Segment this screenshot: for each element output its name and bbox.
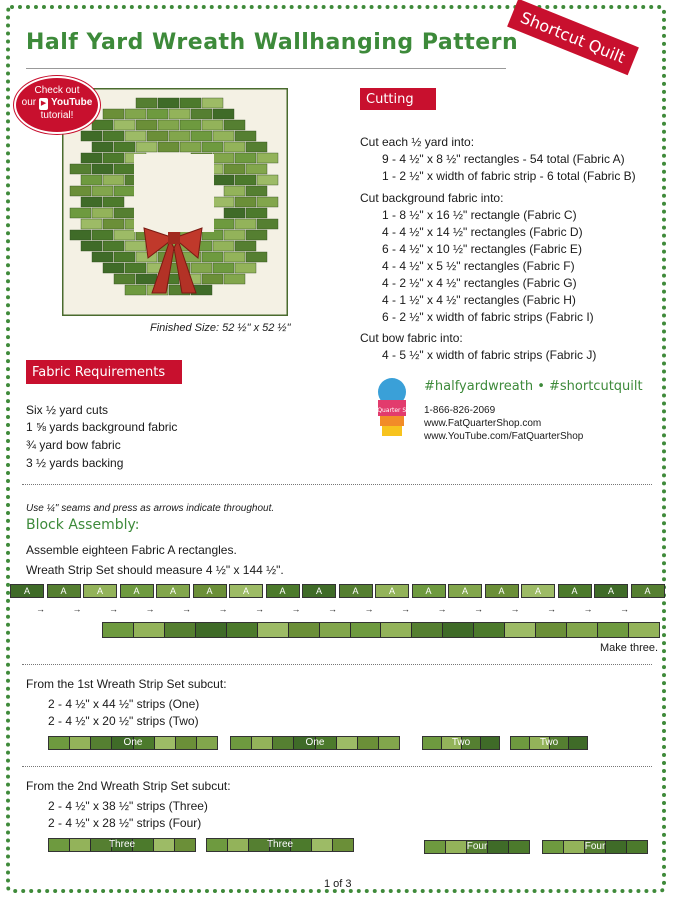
shop-website-link[interactable]: www.FatQuarterShop.com (424, 418, 542, 429)
wreath-block (81, 175, 102, 185)
fabric-a-cell: A (302, 584, 336, 598)
wreath-block (235, 263, 256, 273)
wreath-block (213, 241, 234, 251)
strip-segment (536, 623, 567, 637)
wreath-block (224, 142, 245, 152)
strip-segment (412, 623, 443, 637)
subcut2-intro: From the 2nd Wreath Strip Set subcut: (26, 779, 231, 793)
strip-three-label: Three (108, 839, 136, 850)
wreath-block (246, 186, 267, 196)
wreath-block (70, 186, 91, 196)
wreath-block (202, 252, 223, 262)
press-arrow-icon: → (401, 604, 410, 614)
wreath-block (103, 241, 124, 251)
strip-one-label: One (123, 737, 143, 748)
cutting-half-yard-intro: Cut each ½ yard into: (360, 135, 475, 149)
wreath-block (114, 164, 135, 174)
section-divider (22, 484, 652, 485)
fabric-a-cell: A (83, 584, 117, 598)
finished-size: Finished Size: 52 ½" x 52 ½" (150, 322, 291, 334)
strip-segment (134, 623, 165, 637)
cutting-item: 1 - 8 ½" x 16 ½" rectangle (Fabric C) (382, 208, 577, 222)
wreath-block (169, 131, 190, 141)
wreath-block (235, 175, 256, 185)
strip-segment (227, 623, 258, 637)
strip-segment (474, 623, 505, 637)
press-arrow-icon: → (328, 604, 337, 614)
strip-segment (351, 623, 382, 637)
wreath-block (235, 219, 256, 229)
block-assembly-line2: Wreath Strip Set should measure 4 ½" x 144 ½". (26, 563, 284, 577)
wreath-block (92, 142, 113, 152)
section-divider (22, 664, 652, 665)
wreath-block (103, 153, 124, 163)
wreath-block (81, 153, 102, 163)
shop-phone: 1-866-826-2069 (424, 405, 496, 416)
wreath-block (103, 175, 124, 185)
wreath-block (136, 98, 157, 108)
wreath-block (103, 131, 124, 141)
strip-one-label: One (305, 737, 325, 748)
fat-quarter-shop-logo (362, 374, 422, 444)
badge-line1: Check out (34, 85, 80, 96)
wreath-block (235, 197, 256, 207)
strip-segment (505, 623, 536, 637)
shop-hashtags: #halfyardwreath • #shortcutquilt (424, 379, 643, 394)
strip-four-label: Four (466, 841, 488, 852)
wreath-block (202, 142, 223, 152)
wreath-block (92, 208, 113, 218)
fabric-requirements-banner (26, 360, 182, 384)
wreath-block (213, 219, 234, 229)
strip-three-label: Three (266, 839, 294, 850)
wreath-strip-set (102, 622, 660, 638)
block-assembly-line1: Assemble eighteen Fabric A rectangles. (26, 543, 237, 557)
cutting-item: 6 - 4 ½" x 10 ½" rectangles (Fabric E) (382, 242, 582, 256)
fabric-a-cell: A (193, 584, 227, 598)
press-arrow-icon: → (109, 604, 118, 614)
shop-logo-text: Fat Quarter Shop (366, 407, 418, 414)
wreath-block (213, 197, 234, 207)
wreath-block (224, 252, 245, 262)
youtube-play-icon: ▶ (39, 98, 48, 110)
wreath-block (103, 263, 124, 273)
wreath-block (246, 208, 267, 218)
fabric-requirement-item: 3 ½ yards backing (26, 456, 124, 470)
fabric-requirement-item: 1 ⅝ yards background fabric (26, 420, 178, 434)
shop-youtube-link[interactable]: www.YouTube.com/FatQuarterShop (424, 431, 584, 442)
strip-segment (629, 623, 659, 637)
strip-segment (598, 623, 629, 637)
strip-segment (165, 623, 196, 637)
wreath-block (235, 131, 256, 141)
press-arrow-icon: → (437, 604, 447, 614)
fabric-requirement-item: ¾ yard bow fabric (26, 438, 121, 452)
wreath-block (125, 131, 146, 141)
wreath-block (180, 120, 201, 130)
wreath-block (257, 197, 278, 207)
strip-segment (381, 623, 412, 637)
youtube-tutorial-badge[interactable] (14, 76, 100, 134)
wreath-block (224, 208, 245, 218)
wreath-block (114, 142, 135, 152)
block-assembly-heading: Block Assembly: (26, 517, 140, 533)
wreath-block (158, 98, 179, 108)
make-three-note: Make three. (600, 642, 659, 654)
wreath-block (213, 263, 234, 273)
press-arrow-icon: → (547, 604, 556, 614)
press-arrow-icon: → (72, 604, 82, 614)
badge-line2: our ▶ YouTube (21, 97, 93, 108)
strip-segment (289, 623, 320, 637)
press-arrow-icon: → (145, 604, 155, 614)
cutting-item: 4 - 4 ½" x 5 ½" rectangles (Fabric F) (382, 259, 575, 273)
cutting-heading: Cutting (366, 91, 414, 107)
press-arrow-icon: → (510, 604, 520, 614)
fabric-a-cell: A (156, 584, 190, 598)
subcut1-item: 2 - 4 ½" x 44 ½" strips (One) (48, 697, 200, 711)
badge-line3: tutorial! (40, 110, 74, 121)
wreath-block (246, 252, 267, 262)
fabric-a-cell: A (412, 584, 446, 598)
fabric-a-cell: A (266, 584, 300, 598)
wreath-block (224, 274, 245, 284)
wreath-block (70, 208, 91, 218)
strip-segment (320, 623, 351, 637)
press-arrow-icon: → (291, 604, 301, 614)
wreath-block (213, 109, 234, 119)
strip-segment (196, 623, 227, 637)
wreath-block (246, 230, 267, 240)
wreath-block (180, 142, 201, 152)
wreath-block (81, 131, 102, 141)
wreath-block (81, 197, 102, 207)
wreath-block (213, 153, 234, 163)
subcut2-item: 2 - 4 ½" x 28 ½" strips (Four) (48, 816, 202, 830)
fabric-a-cell: A (375, 584, 409, 598)
fabric-a-cell: A (521, 584, 555, 598)
wreath-block (158, 120, 179, 130)
title-divider (26, 68, 506, 69)
wreath-block (147, 109, 168, 119)
wreath-block (191, 109, 212, 119)
fabric-requirements-heading: Fabric Requirements (32, 364, 166, 380)
wreath-block (92, 186, 113, 196)
shortcut-quilt-label: Shortcut Quilt (517, 7, 629, 67)
wreath-block (114, 208, 135, 218)
wreath-block (191, 131, 212, 141)
wreath-block (92, 230, 113, 240)
subcut2-item: 2 - 4 ½" x 38 ½" strips (Three) (48, 799, 208, 813)
cutting-item: 6 - 2 ½" x width of fabric strips (Fabric I) (382, 310, 594, 324)
wreath-block (103, 197, 124, 207)
subcut1-item: 2 - 4 ½" x 20 ½" strips (Two) (48, 714, 199, 728)
strip-segment (567, 623, 598, 637)
wreath-block (92, 252, 113, 262)
fabric-requirement-item: Six ½ yard cuts (26, 403, 109, 417)
wreath-block (213, 131, 234, 141)
wreath-block (202, 274, 223, 284)
wreath-block (224, 120, 245, 130)
cutting-item: 9 - 4 ½" x 8 ½" rectangles - 54 total (Fabric A) (382, 152, 625, 166)
fabric-a-cell: A (339, 584, 373, 598)
cutting-item: 4 - 1 ½" x 4 ½" rectangles (Fabric H) (382, 293, 576, 307)
wreath-block (224, 164, 245, 174)
seams-note: Use ¼" seams and press as arrows indicate throughout. (26, 503, 275, 514)
page-number: 1 of 3 (324, 878, 352, 890)
wreath-block (125, 285, 146, 295)
wreath-block (224, 230, 245, 240)
strip-segment (443, 623, 474, 637)
wreath-block (125, 109, 146, 119)
wreath-block (125, 241, 146, 251)
press-arrow-icon: → (474, 604, 483, 614)
wreath-block (136, 274, 157, 284)
fabric-a-cell: A (558, 584, 592, 598)
strip-segment (258, 623, 289, 637)
wreath-block (81, 241, 102, 251)
wreath-block (213, 175, 234, 185)
wreath-block (158, 142, 179, 152)
press-arrow-icon: → (182, 604, 191, 614)
wreath-block (202, 120, 223, 130)
wreath-block (114, 274, 135, 284)
wreath-block (257, 175, 278, 185)
cutting-item: 4 - 4 ½" x 14 ½" rectangles (Fabric D) (382, 225, 583, 239)
wreath-block (103, 219, 124, 229)
strip-two-label: Two (539, 737, 559, 748)
fabric-a-cell: A (594, 584, 628, 598)
wreath-block (136, 142, 157, 152)
section-divider (22, 766, 652, 767)
subcut1-intro: From the 1st Wreath Strip Set subcut: (26, 677, 227, 691)
fabric-a-cell: A (47, 584, 81, 598)
wreath-block (114, 230, 135, 240)
wreath-block (70, 230, 91, 240)
wreath-block (136, 120, 157, 130)
fabric-a-cell: A (120, 584, 154, 598)
cutting-bow-intro: Cut bow fabric into: (360, 331, 463, 345)
press-arrow-icon: → (36, 604, 45, 614)
wreath-block (235, 153, 256, 163)
press-arrow-icon: → (255, 604, 264, 614)
cutting-banner (360, 88, 436, 110)
wreath-block (246, 164, 267, 174)
page-title: Half Yard Wreath Wallhanging Pattern (26, 30, 519, 55)
wreath-quilt-image (62, 88, 288, 316)
wreath-block (246, 142, 267, 152)
wreath-block (125, 263, 146, 273)
cutting-item: 4 - 5 ½" x width of fabric strips (Fabric J) (382, 348, 597, 362)
wreath-block (70, 164, 91, 174)
wreath-block (191, 263, 212, 273)
wreath-block (257, 219, 278, 229)
press-arrow-icon: → (620, 604, 629, 614)
strip-segment (103, 623, 134, 637)
wreath-block (81, 219, 102, 229)
press-arrow-icon: → (364, 604, 374, 614)
wreath-block (180, 98, 201, 108)
fabric-a-cell: A (10, 584, 44, 598)
wreath-block (92, 164, 113, 174)
wreath-block (114, 252, 135, 262)
wreath-block (147, 131, 168, 141)
wreath-block (235, 241, 256, 251)
press-arrow-icon: → (218, 604, 228, 614)
wreath-block (202, 98, 223, 108)
fabric-a-cell: A (485, 584, 519, 598)
cutting-bg-intro: Cut background fabric into: (360, 191, 504, 205)
fabric-a-cell: A (229, 584, 263, 598)
wreath-block (169, 109, 190, 119)
fabric-a-cell: A (631, 584, 665, 598)
wreath-block (224, 186, 245, 196)
strip-four-label: Four (584, 841, 606, 852)
strip-two-label: Two (451, 737, 471, 748)
wreath-block (103, 109, 124, 119)
wreath-block (114, 120, 135, 130)
press-arrow-icon: → (583, 604, 593, 614)
wreath-block (257, 153, 278, 163)
fabric-a-cell: A (448, 584, 482, 598)
wreath-block (114, 186, 135, 196)
cutting-item: 4 - 2 ½" x 4 ½" rectangles (Fabric G) (382, 276, 577, 290)
cutting-item: 1 - 2 ½" x width of fabric strip - 6 total (Fabric B) (382, 169, 636, 183)
